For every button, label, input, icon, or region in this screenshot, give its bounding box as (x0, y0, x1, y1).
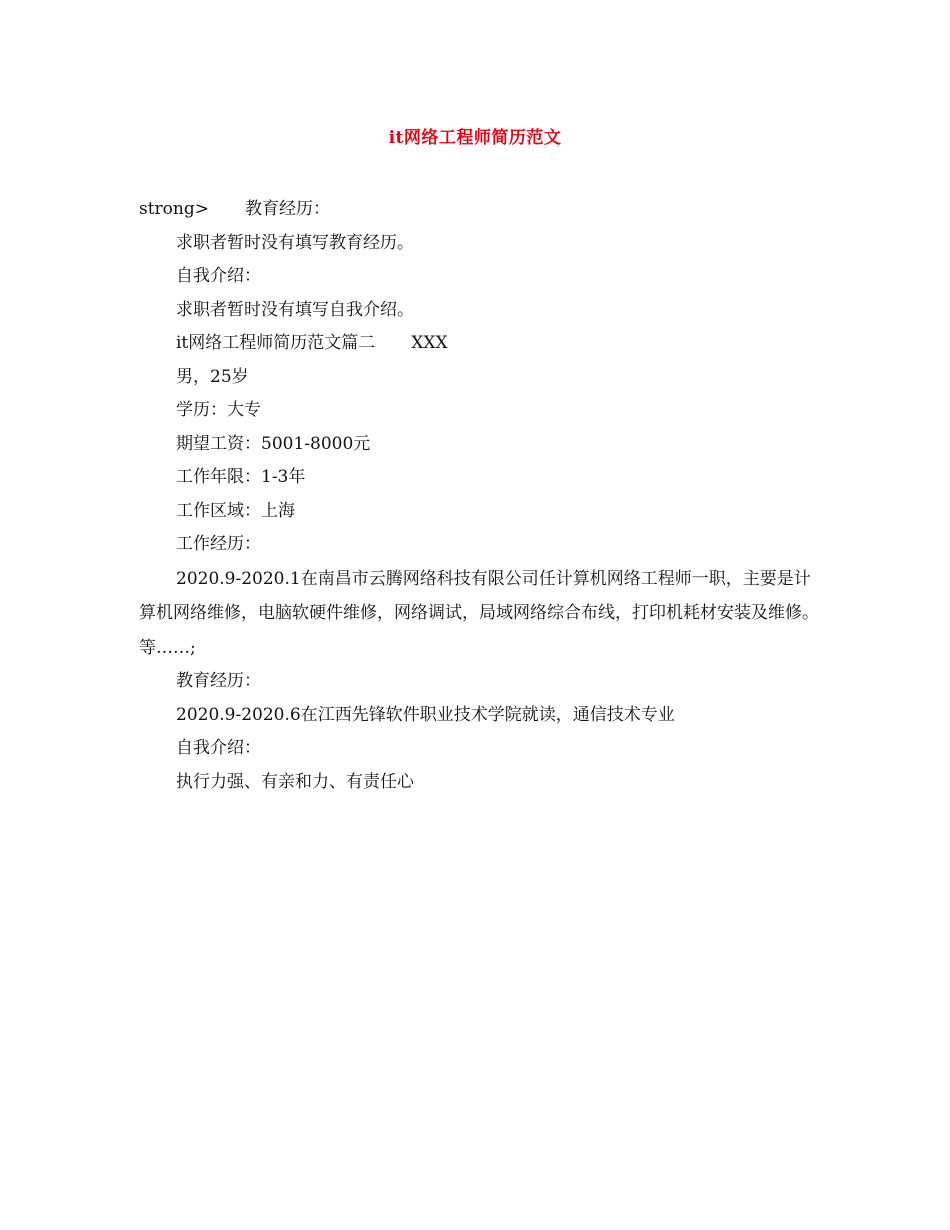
strong-tag-text: strong> (139, 199, 209, 219)
education-label-2: 教育经历： (176, 671, 261, 691)
education-detail: 2020.9-2020.6在江西先锋软件职业技术学院就读，通信技术专业 (176, 704, 675, 725)
section-two-heading-row (139, 327, 819, 361)
work-experience-detail: 2020.9-2020.1在南昌市云腾网络科技有限公司任计算机网络工程师一职，主要是计算机网络维修，电脑软硬件维修，网络调试，局域网络综合布线，打印机耗材安装及维修。等……; (139, 568, 819, 658)
expected-salary: 期望工资：5001-8000元 (176, 433, 371, 454)
work-years: 工作年限：1-3年 (176, 467, 306, 487)
intro-empty-note: 求职者暂时没有填写自我介绍。 (176, 299, 414, 320)
candidate-name: XXX (411, 333, 448, 353)
intro-detail: 执行力强、有亲和力、有责任心 (176, 771, 414, 792)
resume-body (139, 193, 819, 799)
work-area: 工作区域：上海 (176, 500, 295, 521)
education-heading-row (139, 193, 819, 227)
intro-label: 自我介绍： (176, 266, 261, 286)
education-level: 学历：大专 (176, 400, 261, 420)
section-two-title: it网络工程师简历范文篇二 (176, 333, 376, 353)
document-title: it网络工程师简历范文 (388, 128, 562, 148)
intro-label-2: 自我介绍： (176, 738, 261, 758)
education-label: 教育经历： (245, 199, 330, 219)
work-experience-label: 工作经历： (176, 534, 261, 554)
education-empty-note: 求职者暂时没有填写教育经历。 (176, 232, 414, 253)
gender-age: 男，25岁 (176, 366, 249, 387)
